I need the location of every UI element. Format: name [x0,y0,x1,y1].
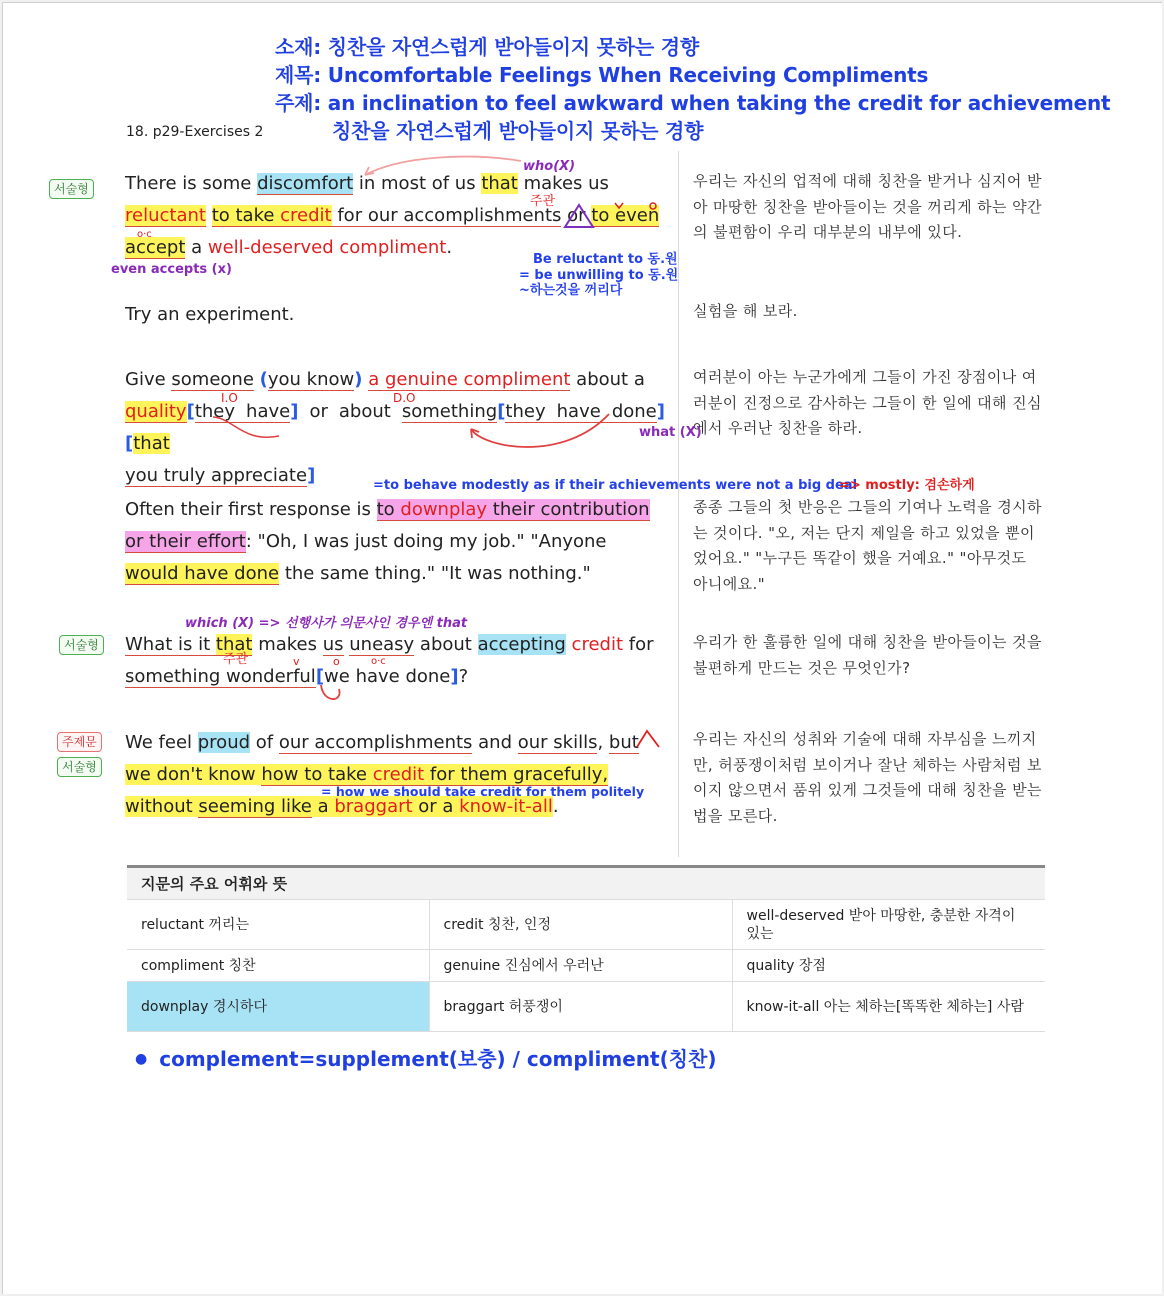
word-credit: credit [571,634,624,655]
note-oc-1: o·c [137,229,152,240]
vocab-cell: well-deserved 받아 마땅한, 충분한 자격이 있는 [732,900,1045,950]
text: makes [252,634,323,655]
vocab-cell: reluctant 꺼리는 [127,900,429,950]
word-that: that [481,173,518,194]
word-credit: credit [372,764,425,785]
word-uneasy: uneasy [349,634,415,655]
text: Give [125,369,172,390]
vocab-cell: braggart 허풍쟁이 [429,982,732,1032]
word-accept: accept [125,237,186,258]
text: and [472,732,518,753]
text: There is some [125,173,258,194]
word-accepting: accepting [477,634,566,655]
vocab-cell-highlighted: downplay 경시하다 [127,982,429,1032]
clause-they-have: they have [194,401,291,422]
word-quality: quality [125,401,187,422]
text: to take [211,205,281,226]
phrase-their-contribution: their contribution [487,499,650,520]
text: . [552,796,559,817]
vocab-cell: know-it-all 아는 체하는[똑똑한 체하는] 사람 [732,982,1045,1032]
column-divider [678,151,679,857]
note-jugwan-2: 주관 [223,652,249,667]
text: , [597,732,609,753]
note-jugwan-1: 주관 [530,194,556,209]
text: . [446,237,453,258]
note-oc-2: o·c [371,656,386,667]
text: We feel [125,732,198,753]
note-o-mark: o [333,655,340,668]
text: or a [412,796,460,817]
text: What is it [125,634,216,655]
text: : "Oh, I was just doing my job." "Anyone [245,531,607,552]
text: makes us [517,173,609,194]
text: Often their first response is [125,499,377,520]
note-modestly: =to behave modestly as if their achievements were not a big deal [373,478,858,493]
clause-they-have-done: they have done [505,401,657,422]
tag-seosul-3: 서술형 [57,757,102,777]
vocab-table-title: 지문의 주요 어휘와 뜻 [127,867,1045,900]
note-who-x: who(X) [523,159,576,174]
tag-seosul-1: 서술형 [49,179,94,199]
word-someone: someone [171,369,254,390]
vocab-table [127,865,1045,1032]
word-that: that [133,433,170,454]
text: for them gracefully, [424,764,609,785]
word-proud: proud [197,732,251,753]
phrase-seeming-like: seeming like [198,796,312,817]
phrase-something-wonderful: something wonderful [125,666,316,687]
text: we don't know [125,764,262,785]
note-how-we-should: = how we should take credit for them politely [321,784,645,799]
phrase-or-their-effort: or their effort [125,531,246,552]
header-topic: 소재: 칭찬을 자연스럽게 받아들이지 못하는 경향 [275,35,700,59]
paragraph-1-korean: 우리는 자신의 업적에 대해 칭찬을 받거나 심지어 받아 마땅한 칭찬을 받아들이는 것을 꺼리게 하는 약간의 불편함이 우리 대부분의 내부에 있다. [693,172,1042,241]
phrase-our-accomplishments: our accomplishments [278,732,473,753]
paragraph-4-korean: 종종 그들의 첫 반응은 그들의 기여나 노력을 경시하는 것이다. "오, 저는 단지 제일을 하고 있었을 뿐이었어요." "누구든 똑같이 했을 거예요." "아무것도 아니에요." [693,498,1042,593]
text: for our accomplishments [331,205,562,226]
note-reluctant-1: Be reluctant to 동.원 [533,252,678,267]
vocab-cell: credit 칭찬, 인정 [429,900,732,950]
bullet-icon: ● [135,1051,148,1067]
phrase-would-have-done: would have done [125,563,280,584]
note-mostly: => mostly: 겸손하게 [839,478,975,493]
phrase-genuine-compliment: a genuine compliment [368,369,571,390]
paragraph-3: Give someone (you know) a genuine compliment about a quality[they have] or about something[they have done][that you truly appreciate] [125,369,665,486]
word-downplay: downplay [400,499,488,520]
text: in most of us [353,173,482,194]
note-reluctant-3: ~하는것을 꺼리다 [519,283,623,298]
paragraph-4 [125,494,665,590]
vocab-cell: quality 장점 [732,950,1045,982]
bottom-note [135,1043,717,1072]
word-braggart: braggart [334,796,413,817]
word-reluctant: reluctant [125,205,206,226]
text: to [376,499,401,520]
text: of [250,732,279,753]
bottom-note-text: complement=supplement(보충) / compliment(칭찬) [159,1047,717,1071]
text: a [185,237,208,258]
paragraph-5: What is it that makes us uneasy about accepting credit for something wonderful[we have done]? [125,634,654,687]
word-credit: credit [280,205,332,226]
tag-seosul-2: 서술형 [59,635,104,655]
clause-we-have-done: we have done [324,666,451,687]
word-something: something [401,401,498,422]
text [206,205,212,226]
header-theme-korean: 칭찬을 자연스럽게 받아들이지 못하는 경향 [332,119,704,143]
note-what-x: what (X) [639,425,702,440]
note-do: D.O [393,391,416,405]
paragraph-3-korean: 여러분이 아는 누군가에게 그들이 가진 장점이나 여러분이 진정으로 감사하는 그들이 한 일에 대해 진심에서 우러난 칭찬을 하라. [693,368,1042,437]
text: for [623,634,654,655]
word-discomfort: discomfort [257,173,354,194]
vocab-cell: compliment 칭찬 [127,950,429,982]
paragraph-2-korean: 실험을 해 보라. [693,302,798,320]
clause-you-know: you know [267,369,355,390]
note-which-x: which (X) => 선행사가 의문사인 경우엔 that [185,616,468,631]
word-us: us [322,634,344,655]
text: to even [591,205,660,226]
phrase-how-to-take: how to take [261,764,373,785]
paragraph-1 [125,168,665,264]
note-io: I.O [221,391,238,405]
text: about a [570,369,645,390]
paragraph-2: Try an experiment. [125,304,295,325]
vocab-cell: genuine 진심에서 우러난 [429,950,732,982]
text: the same thing." "It was nothing." [279,563,591,584]
exercise-label: 18. p29-Exercises 2 [126,124,264,140]
text: about [414,634,478,655]
word-well-deserved-compliment: well-deserved compliment [207,237,447,258]
tag-juje: 주제문 [57,732,102,752]
phrase-our-skills: our skills [517,732,598,753]
text: or [561,205,592,226]
word-but: but [608,732,639,753]
clause-you-truly-appreciate: you truly appreciate [125,465,308,486]
header-title: 제목: Uncomfortable Feelings When Receiving Compliments [275,63,929,87]
word-that: that [215,634,253,655]
note-even-accepts: even accepts (x) [111,262,232,277]
text: or about [298,401,402,422]
paragraph-6-korean: 우리는 자신의 성취와 기술에 대해 자부심을 느끼지만, 허풍쟁이처럼 보이거나 잘난 체하는 사람처럼 보이지 않으면서 품위 있게 그것들에 대해 칭찬을 받는 법을 모른다. [693,730,1042,825]
paragraph-5-korean: 우리가 한 훌륭한 일에 대해 칭찬을 받아들이는 것을 불편하게 만드는 것은 무엇인가? [693,633,1042,677]
paragraph-6 [125,727,665,823]
text: a [311,796,335,817]
word-know-it-all: know-it-all [459,796,553,817]
document-page [2,2,1162,1294]
text: without [125,796,199,817]
header-theme: 주제: an inclination to feel awkward when taking the credit for achievement [275,91,1111,115]
note-reluctant-2: = be unwilling to 동.원 [519,268,679,283]
note-v-mark: v [293,655,300,668]
